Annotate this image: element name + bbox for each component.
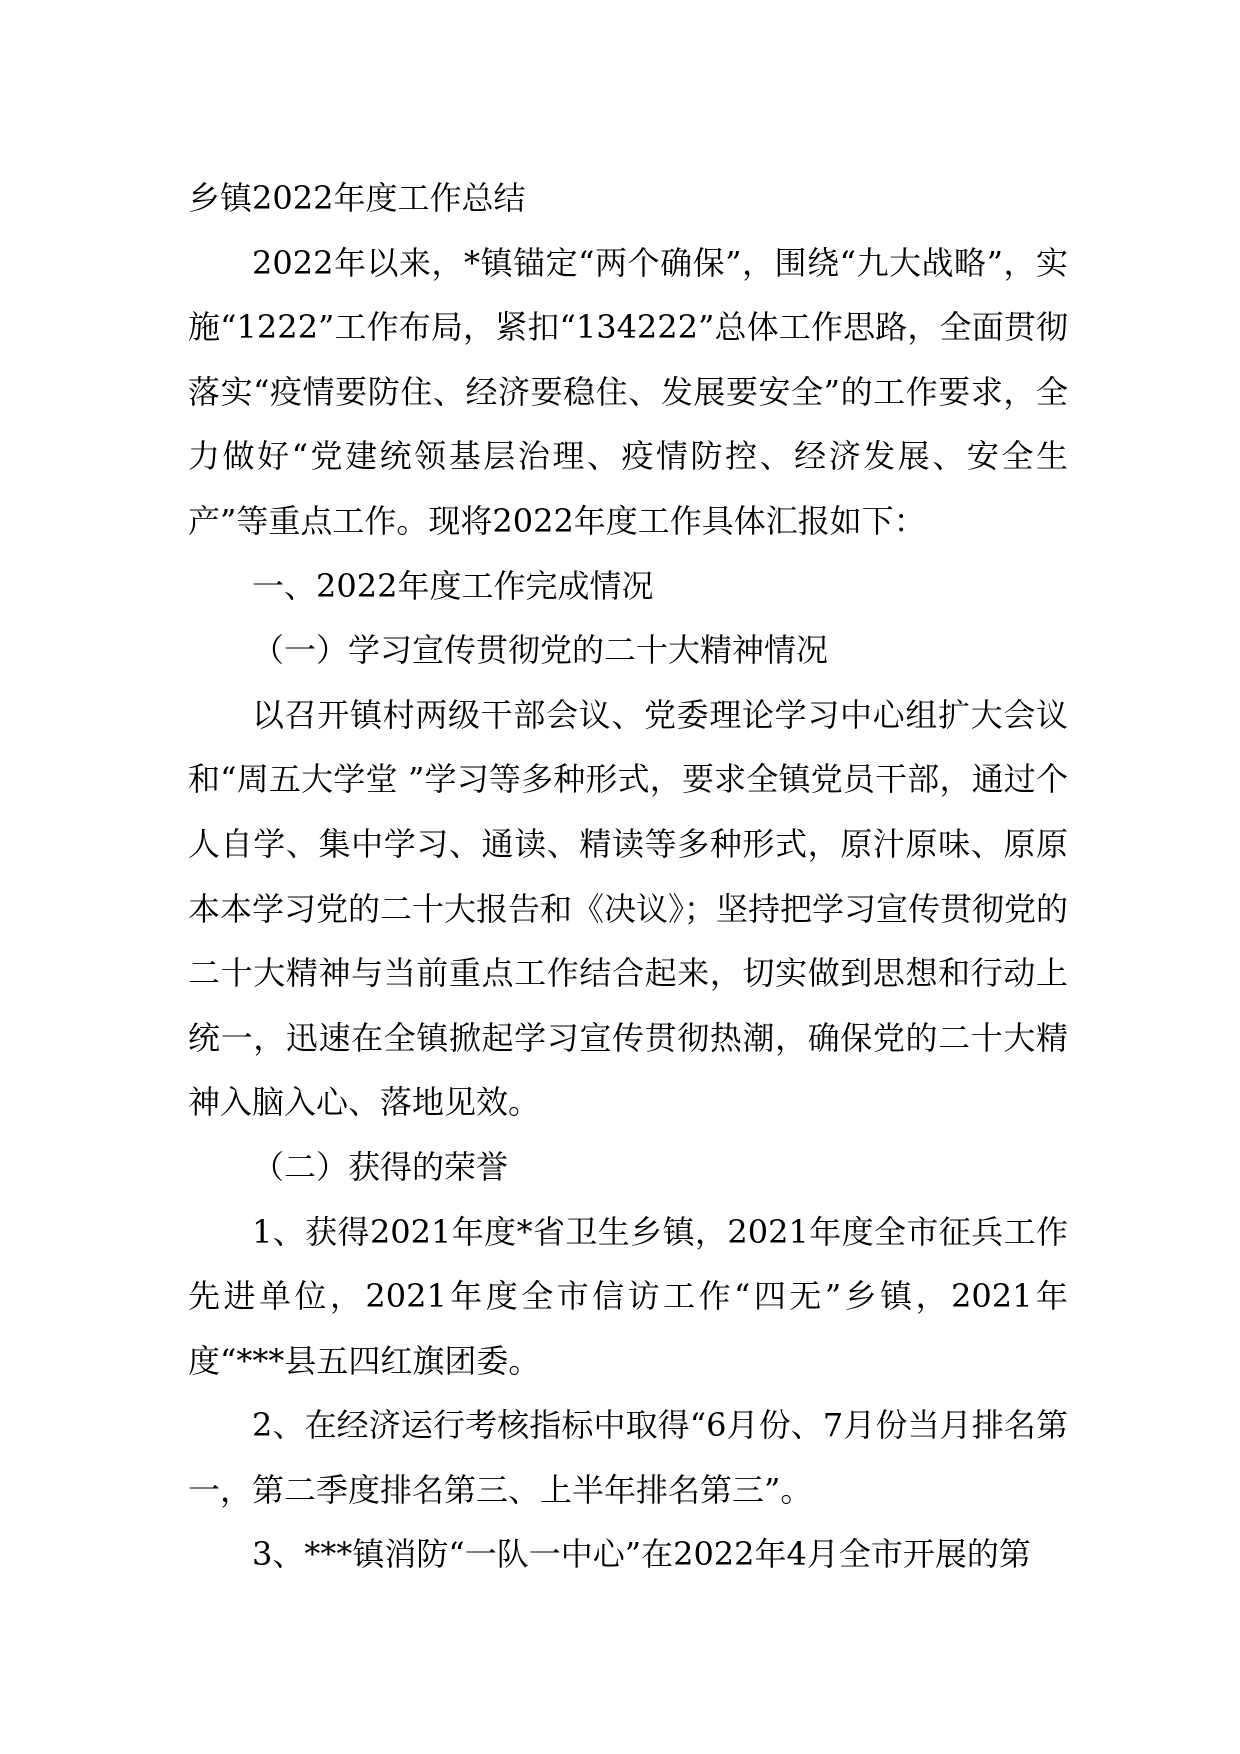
subsection-heading-2: （二）获得的荣誉 xyxy=(252,1147,509,1186)
document-body xyxy=(188,166,1068,1587)
paragraph-intro: 2022年以来，*镇锚定“两个确保”，围绕“九大战略”，实施“1222”工作布局，紧扣“134222”总体工作思路，全面贯彻落实“疫情要防住、经济要稳住、发展要安全”的工作要求，全力做好“党建统领基层治理、疫情防控、经济发展、安全生产”等重点工作。现将2022年度工作具体汇报如下： xyxy=(188,243,1068,540)
honor-item-3: 3、***镇消防“一队一中心”在2022年4月全市开展的第 xyxy=(252,1535,1031,1574)
honor-item-2: 2、在经济运行考核指标中取得“6月份、7月份当月排名第一，第二季度排名第三、上半年排名第三”。 xyxy=(188,1406,1068,1509)
section-heading-1: 一、2022年度工作完成情况 xyxy=(252,566,654,605)
honor-item-1: 1、获得2021年度*省卫生乡镇，2021年度全市征兵工作先进单位，2021年度全市信访工作“四无”乡镇，2021年度“***县五四红旗团委。 xyxy=(188,1212,1068,1380)
document-title: 乡镇2022年度工作总结 xyxy=(188,179,526,217)
paragraph-study: 以召开镇村两级干部会议、党委理论学习中心组扩大会议和“周五大学堂 ”学习等多种形式，要求全镇党员干部，通过个人自学、集中学习、通读、精读等多种形式，原汁原味、原原本本学习党的二十大报告和《决议》；坚持把学习宣传贯彻党的二十大精神与当前重点工作结合起来，切实做到思想和行动上统一，迅速在全镇掀起学习宣传贯彻热潮，确保党的二十大精神入脑入心、落地见效。 xyxy=(188,695,1069,1122)
subsection-heading-1: （一）学习宣传贯彻党的二十大精神情况 xyxy=(252,631,829,670)
